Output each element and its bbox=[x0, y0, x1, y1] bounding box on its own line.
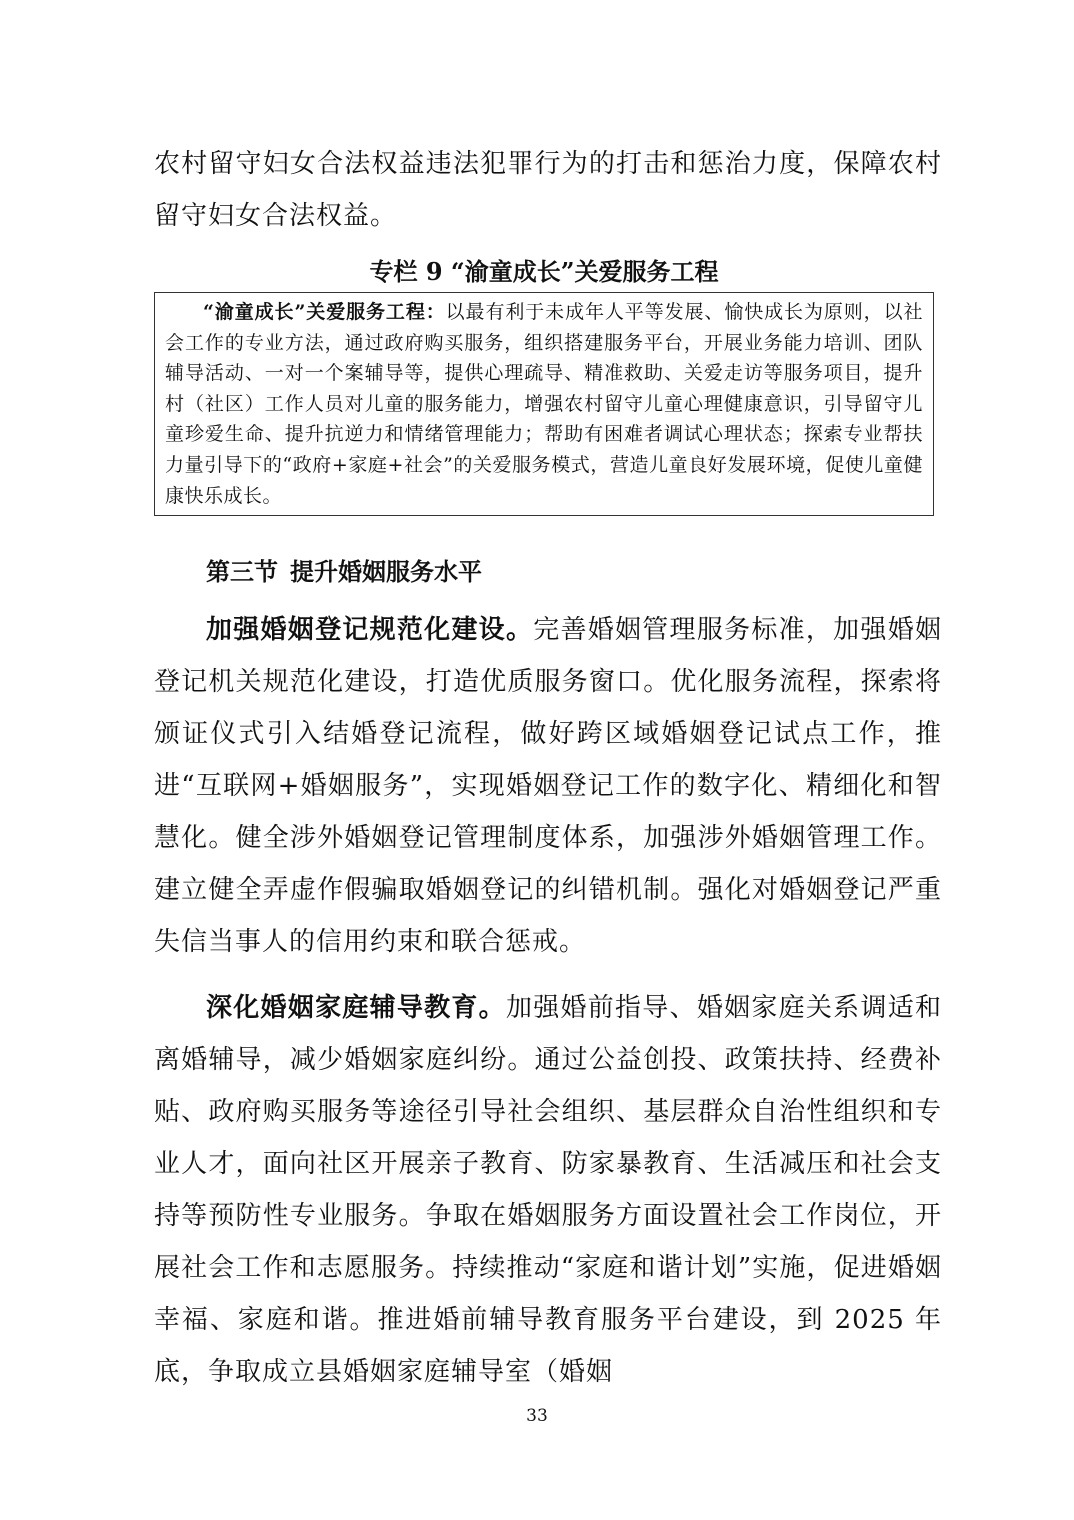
section-number: 第三节 bbox=[206, 557, 278, 586]
column-box-lead: “渝童成长”关爱服务工程： bbox=[203, 301, 446, 323]
section-title: 提升婚姻服务水平 bbox=[290, 557, 482, 586]
body-paragraph bbox=[154, 604, 942, 968]
intro-text: 农村留守妇女合法权益违法犯罪行为的打击和惩治力度，保障农村留守妇女合法权益。 bbox=[154, 149, 942, 231]
paragraph-body: 完善婚姻管理服务标准，加强婚姻登记机关规范化建设，打造优质服务窗口。优化服务流程，探索将颁证仪式引入结婚登记流程，做好跨区域婚姻登记试点工作，推进“互联网+婚姻服务”，实现婚姻登记工作的数字化、精细化和智慧化。健全涉外婚姻登记管理制度体系，加强涉外婚姻管理工作。建立健全弄虚作假骗取婚姻登记的纠错机制。强化对婚姻登记严重失信当事人的信用约束和联合惩戒。 bbox=[154, 615, 942, 957]
column-box-title: 专栏 9 “渝童成长”关爱服务工程 bbox=[369, 257, 719, 286]
paragraph-body: 加强婚前指导、婚姻家庭关系调适和离婚辅导，减少婚姻家庭纠纷。通过公益创投、政策扶持、经费补贴、政府购买服务等途径引导社会组织、基层群众自治性组织和专业人才，面向社区开展亲子教育、防家暴教育、生活减压和社会支持等预防性专业服务。争取在婚姻服务方面设置社会工作岗位，开展社会工作和志愿服务。持续推动“家庭和谐计划”实施，促进婚姻幸福、家庭和谐。推进婚前辅导教育服务平台建设，到 2025 年底，争取成立县婚姻家庭辅导室（婚姻 bbox=[154, 993, 942, 1387]
intro-paragraph bbox=[154, 138, 942, 242]
body-paragraph bbox=[154, 982, 942, 1398]
paragraph-lead: 加强婚姻登记规范化建设。 bbox=[206, 615, 534, 645]
column-box-text bbox=[165, 297, 923, 511]
paragraph-lead: 深化婚姻家庭辅导教育。 bbox=[206, 993, 506, 1023]
column-box bbox=[154, 292, 934, 516]
section-heading bbox=[206, 546, 482, 598]
column-box-body: 以最有利于未成年人平等发展、愉快成长为原则，以社会工作的专业方法，通过政府购买服务，组织搭建服务平台，开展业务能力培训、团队辅导活动、一对一个案辅导等，提供心理疏导、精准救助、关爱走访等服务项目，提升村（社区）工作人员对儿童的服务能力，增强农村留守儿童心理健康意识，引导留守儿童珍爱生命、提升抗逆力和情绪管理能力；帮助有困难者调试心理状态；探索专业帮扶力量引导下的“政府+家庭+社会”的关爱服务模式，营造儿童良好发展环境，促使儿童健康快乐成长。 bbox=[165, 301, 923, 507]
page-number: 33 bbox=[526, 1406, 548, 1426]
